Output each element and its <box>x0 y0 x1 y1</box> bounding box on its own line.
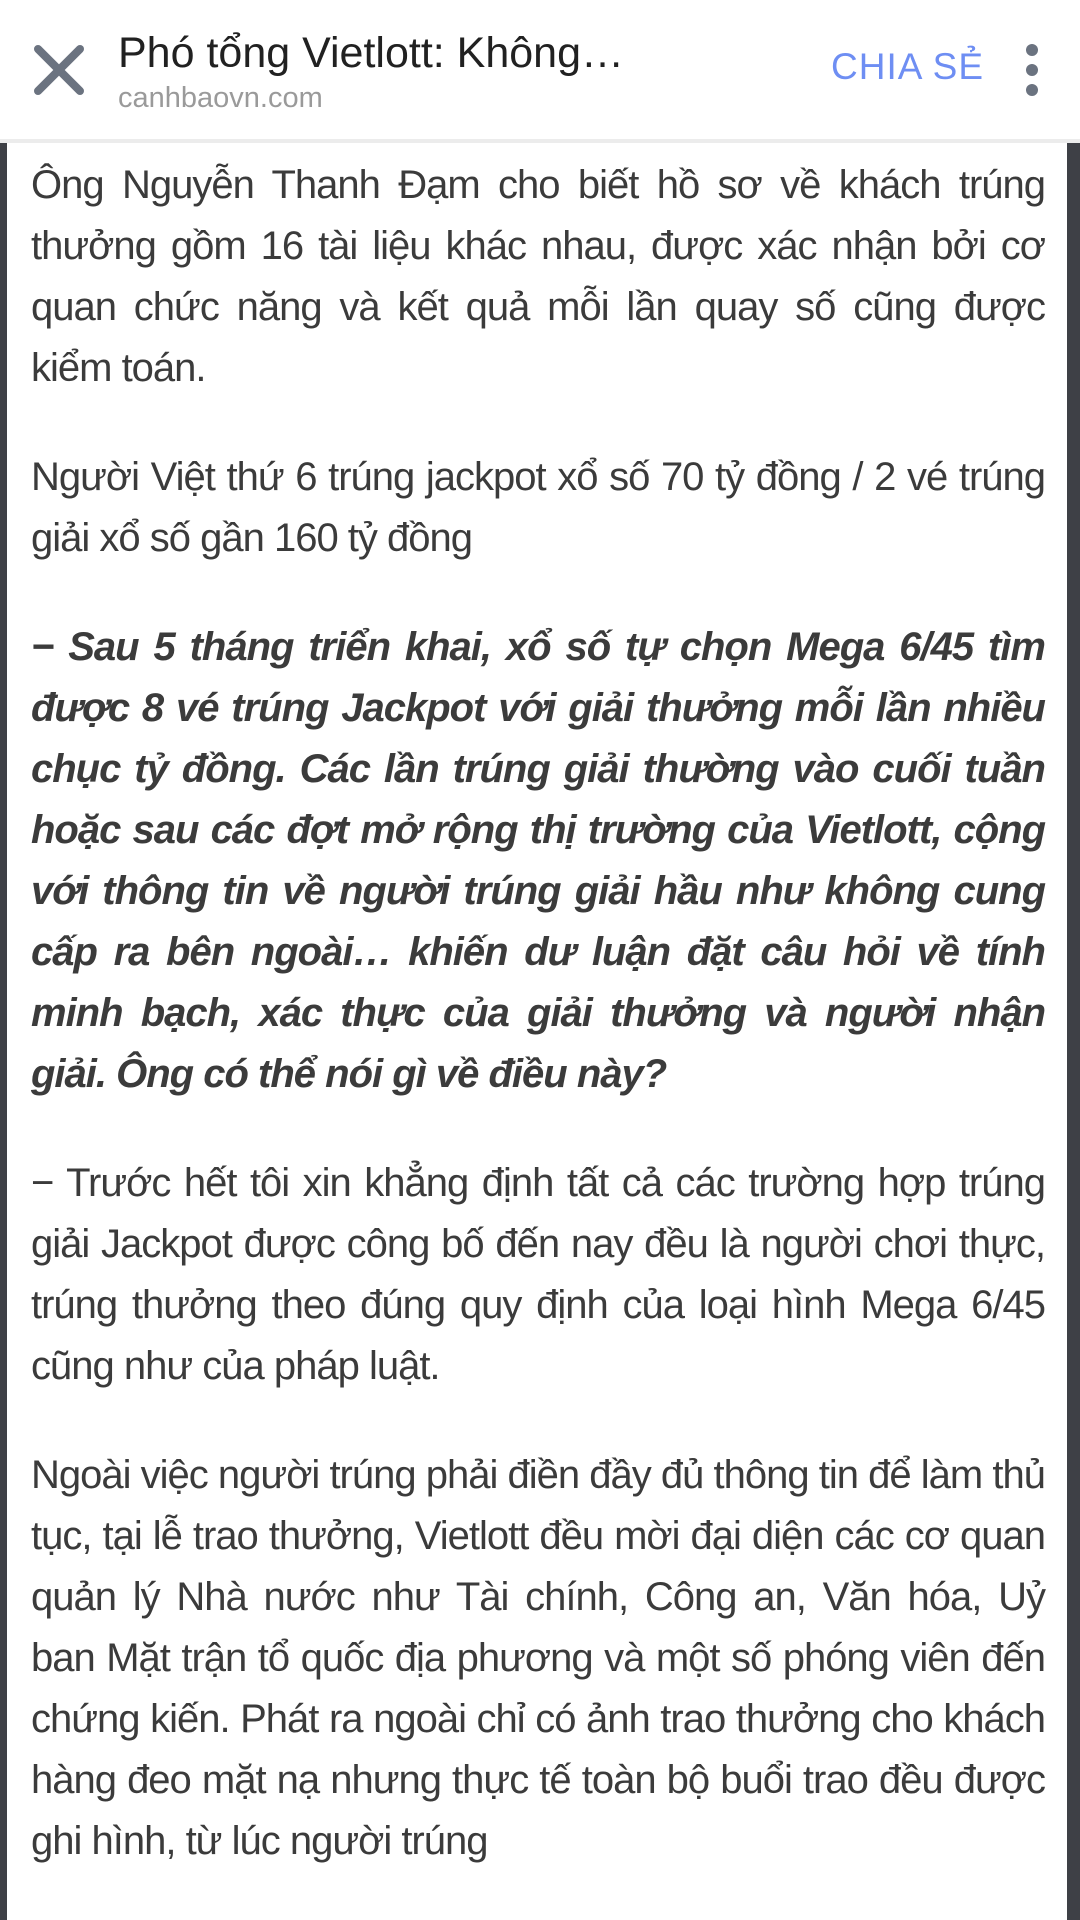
three-dot-menu-icon <box>1026 84 1038 96</box>
article-paragraph-question: − Sau 5 tháng triển khai, xổ số tự chọn Mega 6/45 tìm được 8 vé trúng Jackpot với giải thưởng mỗi lần nhiều chục tỷ đồng. Các lần trúng giải thường vào cuối tuần hoặc sau các đợt mở rộng thị trường của Vietlott, cộng với thông tin về người trúng giải hầu như không cung cấp ra bên ngoài… khiến dư luận đặt câu hỏi về tính minh bạch, xác thực của giải thưởng và người nhận giải. Ông có thể nói gì về điều này? <box>31 625 1045 1096</box>
article-paragraph: Ông Nguyễn Thanh Đạm cho biết hồ sơ về khách trúng thưởng gồm 16 tài liệu khác nhau, được xác nhận bởi cơ quan chức năng và kết quả mỗi lần quay số cũng được kiểm toán. <box>31 163 1045 390</box>
article-scroll-area[interactable] <box>7 143 1067 1920</box>
overflow-menu-button[interactable] <box>984 0 1080 139</box>
page-title: Phó tổng Vietlott: Không… <box>118 28 625 77</box>
title-block <box>118 25 817 115</box>
three-dot-menu-icon <box>1026 64 1038 76</box>
article-paragraph: Ngoài việc người trúng phải điền đầy đủ thông tin để làm thủ tục, tại lễ trao thưởng, Vietlott đều mời đại diện các cơ quan quản lý Nhà nước như Tài chính, Công an, Văn hóa, Uỷ ban Mặt trận tổ quốc địa phương và một số phóng viên đến chứng kiến. Phát ra ngoài chỉ có ảnh trao thưởng cho khách hàng đeo mặt nạ nhưng thực tế toàn bộ buổi trao đều được ghi hình, từ lúc người trúng <box>31 1453 1045 1863</box>
close-x-icon <box>33 44 85 96</box>
article-paragraph: − Trước hết tôi xin khẳng định tất cả các trường hợp trúng giải Jackpot được công bố đến nay đều là người chơi thực, trúng thưởng theo đúng quy định của loại hình Mega 6/45 cũng như của pháp luật. <box>31 1161 1045 1388</box>
article-paragraph: Người Việt thứ 6 trúng jackpot xổ số 70 tỷ đồng / 2 vé trúng giải xổ số gần 160 tỷ đồng <box>31 455 1045 560</box>
webview-header <box>0 0 1080 139</box>
three-dot-menu-icon <box>1026 44 1038 56</box>
share-button[interactable]: CHIA SẺ <box>831 45 984 87</box>
close-button[interactable] <box>0 0 118 139</box>
page-domain: canhbaovn.com <box>118 81 323 114</box>
